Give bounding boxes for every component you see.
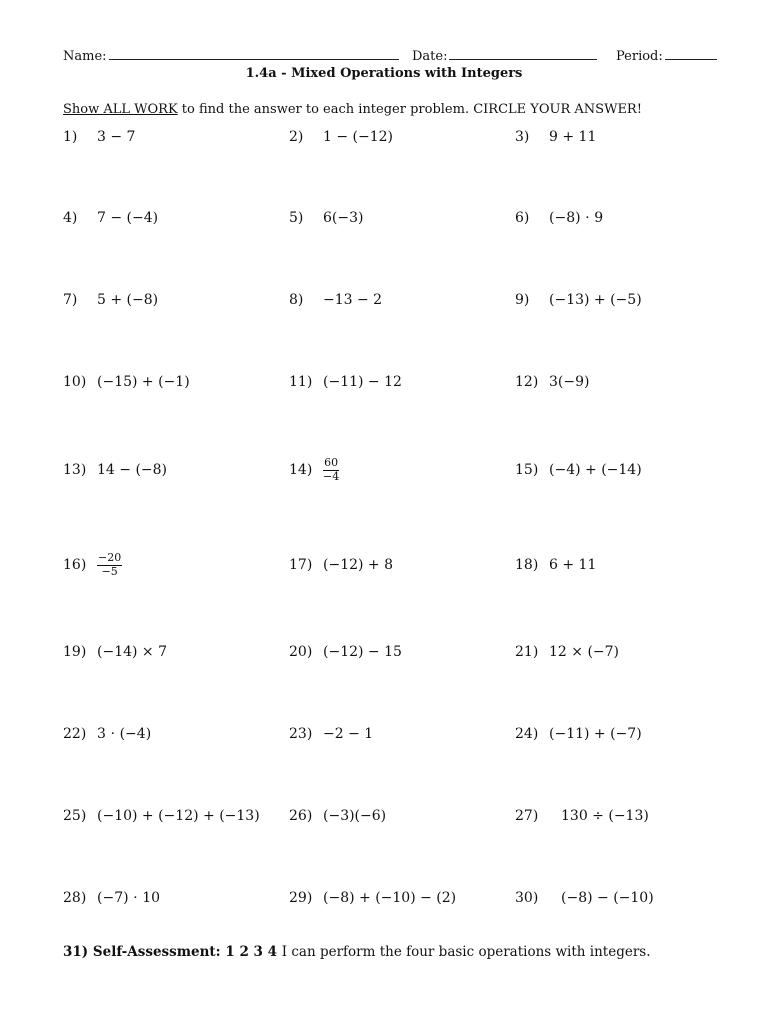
- problem-expression: (−7) ⋅ 10: [97, 890, 161, 906]
- self-assessment-label: 31) Self-Assessment:: [63, 944, 221, 960]
- problem-expression: (−11) + (−7): [549, 726, 642, 742]
- problem-expression: 7 − (−4): [97, 210, 159, 226]
- problem-item: [63, 370, 190, 394]
- problem-item: [515, 125, 596, 149]
- problem-item: [515, 553, 596, 577]
- problem-item: [515, 288, 642, 312]
- problem-item: [63, 804, 260, 828]
- problem-expression: (−14) × 7: [97, 644, 168, 660]
- problem-number: 1): [63, 129, 78, 145]
- problem-number: 30): [515, 890, 539, 906]
- problem-number: 12): [515, 374, 539, 390]
- fraction-denominator: −5: [101, 564, 118, 578]
- problem-item: [63, 288, 158, 312]
- problem-expression: 3 − 7: [97, 129, 136, 145]
- self-assessment-text: I can perform the four basic operations with integers.: [281, 944, 651, 960]
- problem-item: [289, 640, 402, 664]
- worksheet-title: 1.4a - Mixed Operations with Integers: [245, 66, 523, 81]
- problem-item: [515, 804, 649, 828]
- date-label: Date:: [412, 49, 448, 64]
- problem-number: 20): [289, 644, 313, 660]
- fraction-numerator: 60: [324, 455, 339, 469]
- fraction-denominator: −4: [323, 469, 340, 483]
- problem-number: 9): [515, 292, 530, 308]
- problem-number: 24): [515, 726, 539, 742]
- problem-number: 28): [63, 890, 87, 906]
- problem-number: 18): [515, 557, 539, 573]
- problem-number: 16): [63, 557, 87, 573]
- problem-item: [289, 370, 402, 394]
- problem-expression: (−12) − 15: [323, 644, 402, 660]
- instructions-emphasis: Show ALL WORK: [63, 102, 178, 117]
- problem-expression: 3(−9): [549, 374, 590, 390]
- name-label: Name:: [63, 49, 107, 64]
- problem-expression: (−15) + (−1): [97, 374, 190, 390]
- problem-number: 5): [289, 210, 304, 226]
- problem-expression: 5 + (−8): [97, 292, 159, 308]
- problem-item: [515, 640, 619, 664]
- problem-number: 7): [63, 292, 78, 308]
- problem-number: 15): [515, 462, 539, 478]
- problem-item: [515, 206, 603, 230]
- problem-expression: 9 + 11: [549, 129, 597, 145]
- problem-item: [289, 886, 456, 910]
- problem-number: 29): [289, 890, 313, 906]
- problem-number: 6): [515, 210, 530, 226]
- problem-number: 10): [63, 374, 87, 390]
- problem-number: 2): [289, 129, 304, 145]
- problem-expression: 1 − (−12): [323, 129, 394, 145]
- problem-item: [289, 804, 386, 828]
- fraction-numerator: −20: [98, 550, 122, 564]
- problem-expression: −2 − 1: [323, 726, 374, 742]
- problem-number: 3): [515, 129, 530, 145]
- problem-number: 21): [515, 644, 539, 660]
- problem-item: [63, 125, 135, 149]
- problem-expression: 6(−3): [323, 210, 364, 226]
- problem-number: 22): [63, 726, 87, 742]
- problem-item: [63, 722, 151, 746]
- problem-expression: (−13) + (−5): [549, 292, 642, 308]
- problem-item: [515, 886, 654, 910]
- problem-expression: (−8) − (−10): [561, 890, 654, 906]
- header-line: [63, 47, 723, 65]
- problem-item: [289, 455, 340, 483]
- problem-number: 25): [63, 808, 87, 824]
- problem-expression: (−11) − 12: [323, 374, 402, 390]
- problem-expression: (−4) + (−14): [549, 462, 642, 478]
- problem-item: [515, 370, 589, 394]
- problem-item: [63, 550, 122, 578]
- problem-item: [63, 458, 167, 482]
- date-field[interactable]: [412, 47, 597, 64]
- problem-expression: 12 × (−7): [549, 644, 620, 660]
- problem-number: 19): [63, 644, 87, 660]
- problem-fraction: [323, 457, 339, 483]
- problem-number: 14): [289, 462, 313, 478]
- period-field[interactable]: [616, 47, 717, 64]
- problem-item: [289, 125, 393, 149]
- problem-number: 13): [63, 462, 87, 478]
- problem-item: [289, 206, 363, 230]
- problem-expression: 130 ÷ (−13): [561, 808, 649, 824]
- problem-expression: (−3)(−6): [323, 808, 387, 824]
- date-blank[interactable]: [449, 47, 597, 60]
- problem-fraction: [97, 552, 122, 578]
- problem-expression: (−12) + 8: [323, 557, 394, 573]
- problem-number: 27): [515, 808, 539, 824]
- self-assessment-scale[interactable]: 1 2 3 4: [220, 944, 282, 960]
- name-field[interactable]: [63, 47, 399, 64]
- problem-expression: (−8) + (−10) − (2): [323, 890, 457, 906]
- problem-number: 4): [63, 210, 78, 226]
- problem-number: 8): [289, 292, 304, 308]
- period-blank[interactable]: [665, 47, 717, 60]
- problem-item: [289, 288, 382, 312]
- problem-item: [63, 640, 167, 664]
- problem-number: 26): [289, 808, 313, 824]
- problem-expression: 3 ⋅ (−4): [97, 726, 152, 742]
- name-blank[interactable]: [109, 47, 399, 60]
- problem-item: [289, 722, 373, 746]
- problem-item: [289, 553, 393, 577]
- problem-item: [63, 206, 158, 230]
- problem-item: [63, 886, 160, 910]
- problem-item: [515, 722, 642, 746]
- problem-number: 23): [289, 726, 313, 742]
- instructions-text: to find the answer to each integer problem. CIRCLE YOUR ANSWER!: [177, 102, 642, 117]
- problem-expression: −13 − 2: [323, 292, 383, 308]
- problem-expression: (−8) ⋅ 9: [549, 210, 604, 226]
- problem-number: 17): [289, 557, 313, 573]
- problem-item: [515, 458, 642, 482]
- instructions: [63, 102, 642, 117]
- problem-expression: (−10) + (−12) + (−13): [97, 808, 260, 824]
- self-assessment: [63, 944, 651, 960]
- problem-expression: 14 − (−8): [97, 462, 168, 478]
- problem-number: 11): [289, 374, 313, 390]
- problem-expression: 6 + 11: [549, 557, 597, 573]
- period-label: Period:: [616, 49, 663, 64]
